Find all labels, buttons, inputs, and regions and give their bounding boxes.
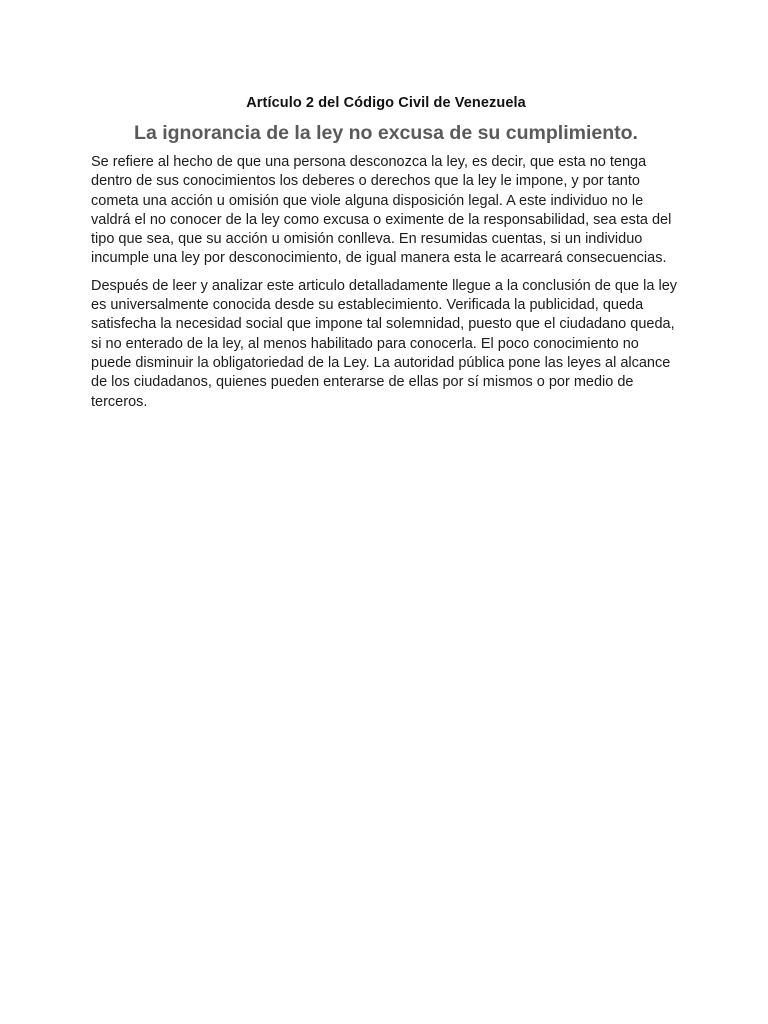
paragraph-2: Después de leer y analizar este articulo detalladamente llegue a la conclusión de que la ley es universalmente conocida desde su establecimiento. Verificada la publicidad, queda satisfecha la necesidad social que impone tal solemnidad, puesto que el ciudadano queda, si no enterado de la ley, al menos habilitado para conocerla. El poco conocimiento no puede disminuir la obligatoriedad de la Ley. La autoridad pública pone las leyes al alcance de los ciudadanos, quienes pueden enterarse de ellas por sí mismos o por medio de terceros. xyxy=(91,277,678,410)
document-title: Artículo 2 del Código Civil de Venezuela xyxy=(246,95,526,111)
document-body xyxy=(91,94,681,412)
paragraph-1: Se refiere al hecho de que una persona desconozca la ley, es decir, que esta no tenga dentro de sus conocimientos los deberes o derechos que la ley le impone, y por tanto cometa una acción u omisión que viole alguna disposición legal. A este individuo no le valdrá el no conocer de la ley como excusa o eximente de la responsabilidad, sea esta del tipo que sea, que su acción u omisión conlleva. En resumidas cuentas, si un individuo incumple una ley por desconocimiento, de igual manera esta le acarreará consecuencias. xyxy=(91,154,672,267)
document-subtitle: La ignorancia de la ley no excusa de su cumplimiento. xyxy=(134,122,638,144)
